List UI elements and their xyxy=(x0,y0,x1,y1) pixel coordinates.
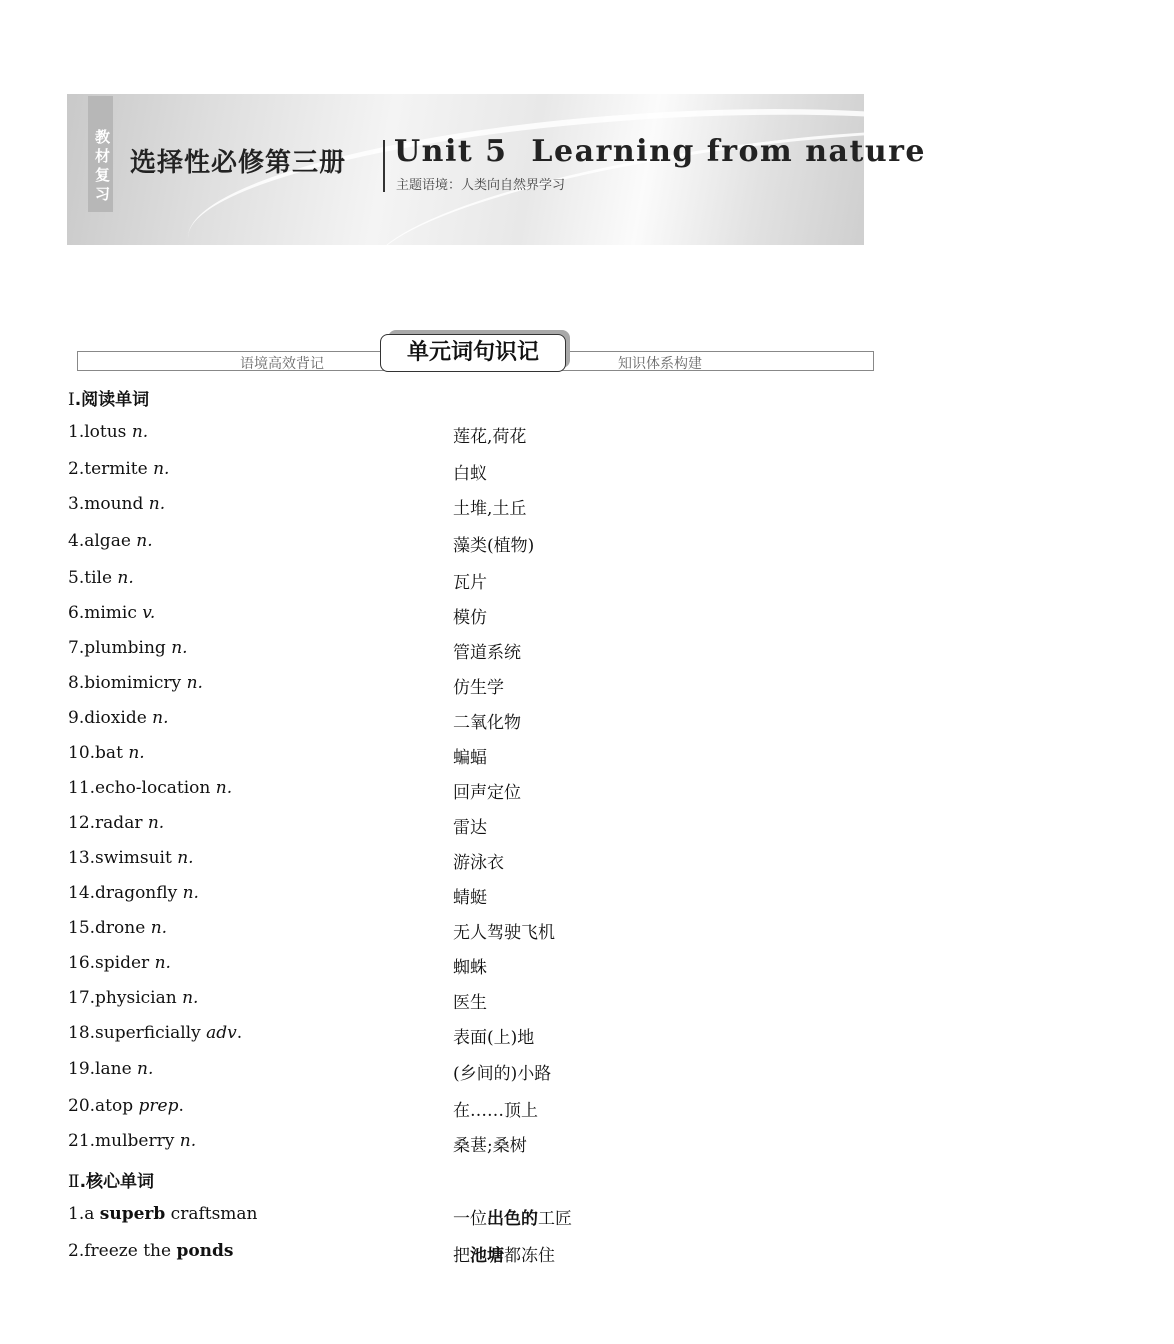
list-item xyxy=(0,1059,950,1085)
part-of-speech: n. xyxy=(153,459,170,479)
phrase-pre: freeze the xyxy=(84,1241,177,1261)
phrase-post: craftsman xyxy=(165,1204,258,1224)
word: lane xyxy=(95,1059,138,1079)
phrase-pre: a xyxy=(84,1204,100,1224)
word: atop xyxy=(95,1096,139,1116)
word: mulberry xyxy=(95,1131,180,1151)
word: spider xyxy=(95,953,155,973)
vocab-word xyxy=(68,422,148,442)
item-number: 1. xyxy=(68,1204,85,1224)
list-item xyxy=(0,459,950,485)
item-number: 2. xyxy=(68,459,85,479)
section-tab: 单元词句识记 xyxy=(380,334,566,372)
meaning-pre: 把 xyxy=(453,1246,470,1266)
section-left-label: 语境高效背记 xyxy=(240,356,324,372)
list-item xyxy=(0,603,950,629)
item-number: 9. xyxy=(68,708,85,728)
vocab-meaning: 桑葚;桑树 xyxy=(453,1136,527,1156)
item-number: 5. xyxy=(68,568,85,588)
vocab-word xyxy=(68,531,153,551)
word: bat xyxy=(95,743,129,763)
reading-words-heading xyxy=(68,385,149,410)
part-of-speech: n. xyxy=(177,848,194,868)
list-item xyxy=(0,1241,950,1267)
vocab-word xyxy=(68,603,155,623)
vocab-meaning: 在……顶上 xyxy=(453,1101,538,1121)
vocab-word xyxy=(68,1131,196,1151)
list-item xyxy=(0,673,950,699)
item-number: 20. xyxy=(68,1096,96,1116)
part-of-speech: n. xyxy=(154,953,171,973)
list-item xyxy=(0,813,950,839)
meaning-keyword: 出色的 xyxy=(487,1209,538,1229)
vocab-meaning: 无人驾驶飞机 xyxy=(453,923,555,943)
vocab-meaning: 表面(上)地 xyxy=(453,1028,535,1048)
list-item xyxy=(0,531,950,557)
meaning-keyword: 池塘 xyxy=(470,1246,504,1266)
vocab-meaning: (乡间的)小路 xyxy=(453,1064,552,1084)
vocab-meaning: 雷达 xyxy=(453,818,487,838)
part-of-speech: n. xyxy=(128,743,145,763)
vocab-word xyxy=(68,673,203,693)
word: lotus xyxy=(84,422,132,442)
vocab-meaning: 白蚁 xyxy=(453,464,487,484)
part-of-speech: n. xyxy=(152,708,169,728)
word: swimsuit xyxy=(95,848,178,868)
vocab-meaning: 仿生学 xyxy=(453,678,504,698)
book-title: 选择性必修第三册 xyxy=(130,148,347,178)
vocab-word xyxy=(68,988,198,1008)
vocab-word xyxy=(68,778,232,798)
item-number: 16. xyxy=(68,953,96,973)
list-item xyxy=(0,883,950,909)
meaning-post: 都冻住 xyxy=(504,1246,555,1266)
word: termite xyxy=(84,459,154,479)
vocab-meaning: 藻类(植物) xyxy=(453,536,535,556)
vocab-word xyxy=(68,1059,153,1079)
title-divider xyxy=(383,140,385,192)
part-of-speech: n. xyxy=(147,813,165,833)
part-of-speech: prep xyxy=(138,1096,179,1116)
vocab-meaning: 蜘蛛 xyxy=(453,958,487,978)
word: mimic xyxy=(84,603,143,623)
item-number: 15. xyxy=(68,918,96,938)
word: biomimicry xyxy=(84,673,187,693)
part-of-speech: n. xyxy=(137,1059,154,1079)
word: algae xyxy=(84,531,137,551)
word: dragonfly xyxy=(95,883,183,903)
item-number: 2. xyxy=(68,1241,85,1261)
phrase xyxy=(68,1204,258,1224)
item-number: 21. xyxy=(68,1131,96,1151)
vocab-meaning: 模仿 xyxy=(453,608,487,628)
core-words-heading xyxy=(68,1167,154,1192)
list-item xyxy=(0,1204,950,1230)
vocab-word xyxy=(68,918,167,938)
heading-roman: Ⅱ xyxy=(68,1172,80,1192)
vocab-meaning: 管道系统 xyxy=(453,643,521,663)
item-number: 7. xyxy=(68,638,85,658)
list-item xyxy=(0,743,950,769)
part-of-speech: v. xyxy=(142,603,156,623)
vocab-word xyxy=(68,848,194,868)
vocab-meaning: 游泳衣 xyxy=(453,853,504,873)
list-item xyxy=(0,708,950,734)
word: echo-location xyxy=(95,778,216,798)
meaning-post: 工匠 xyxy=(538,1209,572,1229)
vocab-meaning: 蜻蜓 xyxy=(453,888,487,908)
word: plumbing xyxy=(84,638,172,658)
word: dioxide xyxy=(84,708,153,728)
phrase-keyword: superb xyxy=(99,1204,166,1224)
word: drone xyxy=(95,918,151,938)
list-item xyxy=(0,918,950,944)
item-number: 19. xyxy=(68,1059,96,1079)
list-item xyxy=(0,638,950,664)
word: radar xyxy=(95,813,148,833)
vocab-word xyxy=(68,1096,184,1116)
vocab-meaning: 莲花,荷花 xyxy=(453,427,527,447)
part-of-speech: n. xyxy=(117,568,134,588)
item-number: 10. xyxy=(68,743,96,763)
part-of-speech: n. xyxy=(215,778,233,798)
phrase xyxy=(68,1241,234,1261)
vocab-meaning: 二氧化物 xyxy=(453,713,521,733)
vocab-word xyxy=(68,883,199,903)
item-number: 12. xyxy=(68,813,96,833)
item-number: 14. xyxy=(68,883,96,903)
vocab-word xyxy=(68,708,169,728)
phrase-keyword: ponds xyxy=(176,1241,234,1261)
list-item xyxy=(0,494,950,520)
vocab-word xyxy=(68,459,169,479)
item-number: 18. xyxy=(68,1023,96,1043)
pos-period: . xyxy=(236,1023,243,1043)
phrase-meaning xyxy=(453,1241,555,1266)
vocab-word xyxy=(68,813,164,833)
theme-context: 主题语境：人类向自然界学习 xyxy=(396,178,566,193)
list-item xyxy=(0,1096,950,1122)
word: mound xyxy=(84,494,149,514)
word: physician xyxy=(95,988,183,1008)
part-of-speech: n. xyxy=(179,1131,197,1151)
list-item xyxy=(0,1023,950,1049)
vocab-word xyxy=(68,953,171,973)
vocab-meaning: 土堆,土丘 xyxy=(453,499,527,519)
vocab-word xyxy=(68,568,134,588)
unit-title: Unit 5 Learning from nature xyxy=(394,134,927,169)
item-number: 4. xyxy=(68,531,85,551)
side-tab: 教材复习 xyxy=(88,96,113,212)
vocab-word xyxy=(68,494,165,514)
vocab-meaning: 回声定位 xyxy=(453,783,521,803)
part-of-speech: n. xyxy=(136,531,153,551)
part-of-speech: adv xyxy=(206,1023,237,1043)
heading-roman: Ⅰ xyxy=(68,390,75,410)
vocab-word xyxy=(68,743,145,763)
pos-period: . xyxy=(178,1096,184,1116)
part-of-speech: n. xyxy=(186,673,203,693)
vocab-word xyxy=(68,1023,242,1043)
part-of-speech: n. xyxy=(171,638,188,658)
word: superficially xyxy=(95,1023,207,1043)
vocab-word xyxy=(68,638,188,658)
heading-text: .阅读单词 xyxy=(74,390,150,410)
list-item xyxy=(0,778,950,804)
list-item xyxy=(0,568,950,594)
list-item xyxy=(0,422,950,448)
vocab-meaning: 蝙蝠 xyxy=(453,748,487,768)
part-of-speech: n. xyxy=(150,918,168,938)
section-right-label: 知识体系构建 xyxy=(618,356,702,372)
list-item xyxy=(0,1131,950,1157)
item-number: 11. xyxy=(68,778,96,798)
item-number: 3. xyxy=(68,494,85,514)
part-of-speech: n. xyxy=(131,422,149,442)
item-number: 1. xyxy=(68,422,85,442)
list-item xyxy=(0,848,950,874)
part-of-speech: n. xyxy=(148,494,166,514)
phrase-meaning xyxy=(453,1204,572,1229)
item-number: 6. xyxy=(68,603,85,623)
list-item xyxy=(0,988,950,1014)
part-of-speech: n. xyxy=(182,883,199,903)
heading-text: .核心单词 xyxy=(79,1172,155,1192)
meaning-pre: 一位 xyxy=(453,1209,487,1229)
item-number: 8. xyxy=(68,673,85,693)
item-number: 17. xyxy=(68,988,96,1008)
list-item xyxy=(0,953,950,979)
vocab-meaning: 医生 xyxy=(453,993,487,1013)
word: tile xyxy=(84,568,118,588)
part-of-speech: n. xyxy=(182,988,199,1008)
item-number: 13. xyxy=(68,848,96,868)
unit-banner xyxy=(67,94,927,245)
vocab-meaning: 瓦片 xyxy=(453,573,487,593)
